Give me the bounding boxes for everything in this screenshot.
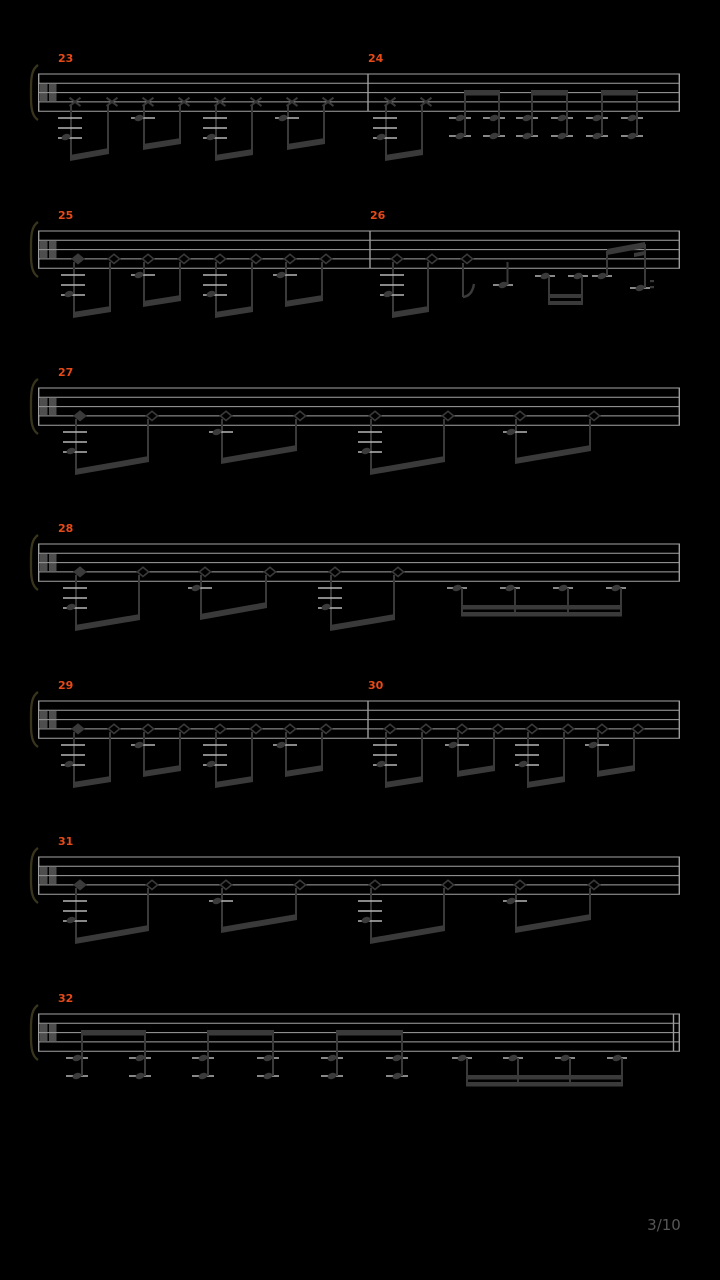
notehead: [327, 1054, 338, 1063]
beam: [221, 914, 297, 933]
measure-number-23: 23: [58, 52, 74, 65]
notehead: [522, 114, 533, 123]
beam: [457, 765, 495, 777]
time-signature-block: [40, 93, 48, 101]
time-signature-block: [40, 563, 48, 571]
notehead: [627, 132, 638, 141]
notehead: [263, 1072, 274, 1081]
notehead: [263, 1054, 274, 1063]
notehead: [206, 133, 217, 142]
notehead: [276, 271, 287, 280]
notehead: [276, 741, 287, 750]
beam: [385, 149, 423, 161]
measure-number-28: 28: [58, 522, 74, 535]
beam: [143, 765, 181, 777]
beam: [531, 90, 568, 96]
time-signature-block: [49, 563, 57, 571]
notehead: [278, 114, 289, 123]
notehead: [506, 897, 517, 906]
diamond-notehead-open: [461, 254, 472, 263]
beam: [200, 602, 267, 620]
beam: [370, 925, 445, 944]
notehead: [135, 1054, 146, 1063]
measure-number-30: 30: [368, 679, 384, 692]
time-signature-block: [49, 720, 57, 728]
time-signature-block: [40, 84, 48, 92]
time-signature-block: [49, 1024, 57, 1032]
beam: [73, 776, 111, 788]
notehead: [383, 290, 394, 299]
beam: [75, 456, 149, 475]
notehead: [612, 1054, 623, 1063]
system-bracket: [31, 379, 38, 434]
notehead: [489, 132, 500, 141]
beam: [215, 776, 253, 788]
system-bracket: [31, 1005, 38, 1060]
notehead: [72, 1072, 83, 1081]
double-dot: [650, 286, 654, 288]
notehead: [212, 897, 223, 906]
notehead: [522, 132, 533, 141]
time-signature-block: [40, 867, 48, 875]
time-signature-block: [40, 720, 48, 728]
notehead: [592, 132, 603, 141]
beam: [285, 295, 323, 307]
time-signature-block: [49, 241, 57, 249]
beam: [385, 776, 423, 788]
beam: [515, 445, 591, 464]
time-signature-block: [49, 876, 57, 884]
notehead: [452, 584, 463, 593]
notehead: [64, 290, 75, 299]
beam: [221, 445, 297, 464]
system-3: [31, 366, 680, 475]
time-signature-block: [40, 250, 48, 258]
time-signature-block: [49, 867, 57, 875]
system-6: [31, 835, 680, 944]
system-bracket: [31, 692, 38, 747]
system-2: [31, 209, 680, 318]
time-signature-block: [40, 1024, 48, 1032]
notehead: [505, 584, 516, 593]
beam: [370, 456, 445, 475]
notehead: [489, 114, 500, 123]
time-signature-block: [49, 398, 57, 406]
time-signature-block: [40, 398, 48, 406]
notehead: [455, 114, 466, 123]
beam: [462, 612, 621, 617]
notehead: [457, 1054, 468, 1063]
notehead: [135, 1072, 146, 1081]
notehead: [635, 284, 646, 293]
notehead: [191, 584, 202, 593]
notehead: [518, 760, 529, 769]
beam: [549, 294, 582, 298]
notehead: [557, 114, 568, 123]
system-bracket: [31, 848, 38, 903]
page-indicator: 3/10: [647, 1216, 681, 1234]
time-signature-block: [49, 1033, 57, 1041]
system-5: [31, 679, 680, 788]
time-signature-block: [49, 711, 57, 719]
system-bracket: [31, 65, 38, 120]
notehead: [376, 133, 387, 142]
beam: [634, 251, 645, 257]
measure-number-27: 27: [58, 366, 74, 379]
system-7: [31, 992, 680, 1087]
beam: [336, 1030, 403, 1036]
beam: [75, 614, 140, 631]
time-signature-block: [40, 1033, 48, 1041]
notehead: [361, 916, 372, 925]
beam: [73, 306, 111, 318]
notehead: [327, 1072, 338, 1081]
notehead: [558, 584, 569, 593]
beam: [70, 148, 109, 161]
time-signature-block: [49, 554, 57, 562]
time-signature-block: [49, 407, 57, 415]
measure-number-26: 26: [370, 209, 386, 222]
beam: [287, 138, 325, 150]
notehead: [448, 741, 459, 750]
beam: [467, 1082, 622, 1087]
notehead: [66, 447, 77, 456]
notehead: [592, 114, 603, 123]
notehead: [321, 603, 332, 612]
notehead: [61, 133, 72, 142]
time-signature-block: [40, 554, 48, 562]
double-dot: [650, 280, 654, 282]
notehead: [392, 1072, 403, 1081]
eighth-flag: [463, 284, 474, 297]
system-bracket: [31, 222, 38, 277]
time-signature-block: [49, 93, 57, 101]
notehead: [557, 132, 568, 141]
beam: [215, 306, 253, 318]
notehead: [206, 760, 217, 769]
time-signature-block: [40, 711, 48, 719]
notehead: [198, 1054, 209, 1063]
system-4: [31, 522, 680, 631]
system-bracket: [31, 535, 38, 590]
measure-number-31: 31: [58, 835, 74, 848]
beam: [597, 765, 635, 777]
notehead: [455, 132, 466, 141]
beam: [527, 776, 565, 788]
notehead: [212, 428, 223, 437]
measure-number-25: 25: [58, 209, 74, 222]
beam: [515, 914, 591, 933]
beam: [462, 605, 621, 610]
measure-number-24: 24: [368, 52, 384, 65]
notehead: [560, 1054, 571, 1063]
notehead: [206, 290, 217, 299]
notehead: [376, 760, 387, 769]
beam: [215, 149, 253, 161]
notehead: [134, 271, 145, 280]
notehead: [597, 272, 608, 281]
beam: [467, 1075, 622, 1080]
beam: [207, 1030, 274, 1036]
notehead: [134, 114, 145, 123]
time-signature-block: [40, 407, 48, 415]
time-signature-block: [40, 876, 48, 884]
notehead: [66, 916, 77, 925]
time-signature-block: [49, 250, 57, 258]
notehead: [198, 1072, 209, 1081]
measure-number-29: 29: [58, 679, 74, 692]
notehead: [66, 603, 77, 612]
beam: [143, 138, 181, 150]
measure-number-32: 32: [58, 992, 74, 1005]
notehead: [64, 760, 75, 769]
notehead: [134, 741, 145, 750]
system-1: [31, 52, 680, 161]
notehead: [508, 1054, 519, 1063]
beam: [75, 925, 149, 944]
beam: [285, 765, 323, 777]
notehead: [506, 428, 517, 437]
time-signature-block: [49, 84, 57, 92]
beam: [143, 295, 181, 307]
notehead: [611, 584, 622, 593]
notehead: [392, 1054, 403, 1063]
beam: [464, 90, 500, 96]
beam: [81, 1030, 146, 1036]
beam: [549, 301, 582, 305]
time-signature-block: [40, 241, 48, 249]
beam: [392, 306, 429, 318]
beam: [601, 90, 638, 96]
notehead: [72, 1054, 83, 1063]
beam: [330, 614, 395, 631]
notehead: [588, 741, 599, 750]
notehead: [361, 447, 372, 456]
notehead: [627, 114, 638, 123]
